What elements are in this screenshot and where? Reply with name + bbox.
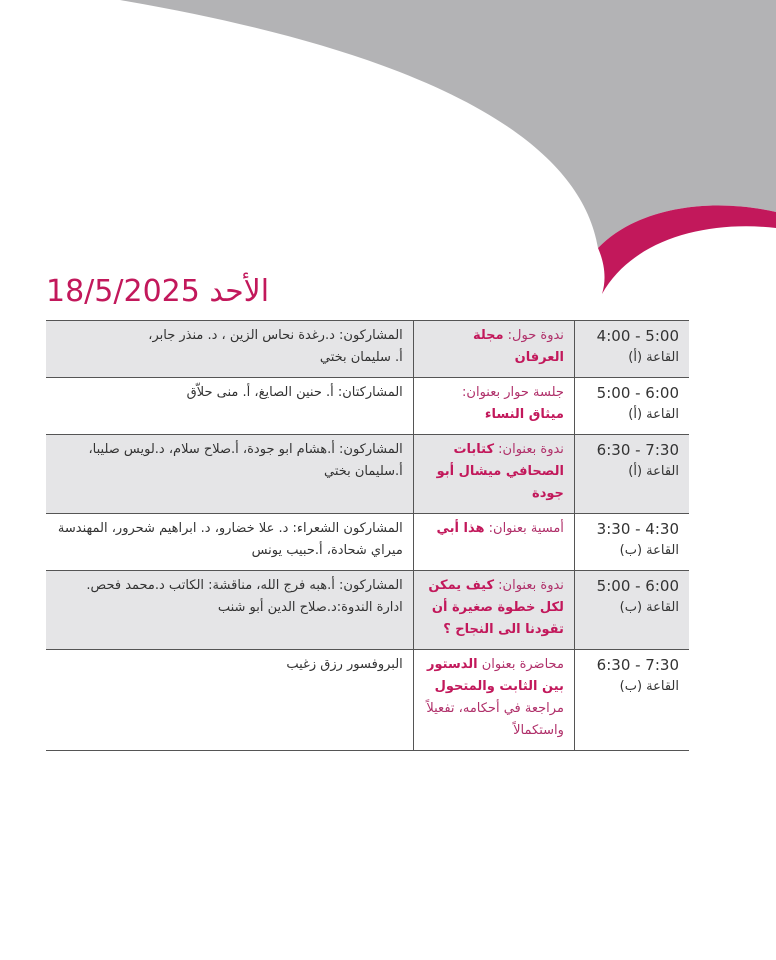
participants-cell [46, 650, 413, 751]
event-cell [413, 571, 574, 650]
participants-line: أ. سليمان بختي [319, 350, 403, 365]
time-range: 6:30 - 7:30 [596, 656, 679, 674]
participants-cell [46, 321, 413, 378]
event-cell [413, 435, 574, 514]
time-range: 5:00 - 6:00 [596, 384, 679, 402]
event-title: هذا أبي [436, 521, 485, 536]
event-type: ندوة بعنوان: [494, 442, 564, 457]
participants-line: المشاركتان: أ. حنين الصايغ، أ. منى حلاّق [186, 385, 403, 400]
event-title: كتابات الصحافي ميشال أبو جودة [436, 442, 564, 501]
participants-line: البروفسور رزق زغيب [286, 657, 403, 672]
event-type: محاضرة بعنوان [477, 657, 564, 672]
event-type: جلسة حوار بعنوان: [462, 385, 564, 400]
event-cell [413, 650, 574, 751]
event-type: أمسية بعنوان: [484, 521, 564, 536]
hall-label: القاعة (أ) [628, 350, 679, 365]
event-subtitle: مراجعة في أحكامه، تفعيلاً واستكمالاً [426, 701, 564, 738]
participants-line: المشاركون: أ.هشام ابو جودة، أ.صلاح سلام، د.لويس صليبا، أ.سليمان بختي [88, 442, 403, 479]
hall-label: القاعة (ب) [619, 600, 679, 615]
participants-line: المشاركون الشعراء: د. علا خضارو، د. ابراهيم شحرور، المهندسة ميراي شحادة، أ.حبيب يونس [57, 521, 403, 558]
schedule-row [46, 571, 689, 650]
event-type: ندوة حول: [503, 328, 564, 343]
hall-label: القاعة (ب) [619, 543, 679, 558]
hall-label: القاعة (ب) [619, 679, 679, 694]
event-title: الدستور بين الثابت والمتحول [427, 657, 564, 694]
participants-cell [46, 571, 413, 650]
participants-line: المشاركون: د.رغدة نحاس الزين ، د. منذر جابر، [148, 328, 403, 343]
schedule-row [46, 435, 689, 514]
time-cell [574, 571, 689, 650]
hall-label: القاعة (أ) [628, 407, 679, 422]
date-title: الأحد 18/5/2025 [46, 274, 270, 309]
participants-line: المشاركون: أ.هبه فرج الله، مناقشة: الكاتب د.محمد فحص. [86, 578, 403, 593]
event-title: مجلة العرفان [472, 328, 564, 365]
time-range: 6:30 - 7:30 [596, 441, 679, 459]
time-range: 3:30 - 4:30 [596, 520, 679, 538]
event-cell [413, 378, 574, 435]
time-range: 4:00 - 5:00 [596, 327, 679, 345]
participants-line: ادارة الندوة:د.صلاح الدين أبو شنب [217, 600, 403, 615]
event-type: ندوة بعنوان: [494, 578, 564, 593]
time-cell [574, 514, 689, 571]
decorative-book-shape [0, 0, 776, 300]
event-cell [413, 321, 574, 378]
participants-cell [46, 378, 413, 435]
schedule-table [46, 320, 689, 751]
event-cell [413, 514, 574, 571]
schedule-row [46, 378, 689, 435]
event-title: ميثاق النساء [484, 407, 564, 422]
schedule-row [46, 321, 689, 378]
time-cell [574, 321, 689, 378]
schedule-row [46, 514, 689, 571]
participants-cell [46, 514, 413, 571]
schedule-row [46, 650, 689, 751]
time-range: 5:00 - 6:00 [596, 577, 679, 595]
participants-cell [46, 435, 413, 514]
hall-label: القاعة (أ) [628, 464, 679, 479]
time-cell [574, 435, 689, 514]
time-cell [574, 378, 689, 435]
time-cell [574, 650, 689, 751]
event-title: كيف يمكن لكل خطوة صغيرة أن تقودنا الى النجاح ؟ [428, 578, 564, 637]
